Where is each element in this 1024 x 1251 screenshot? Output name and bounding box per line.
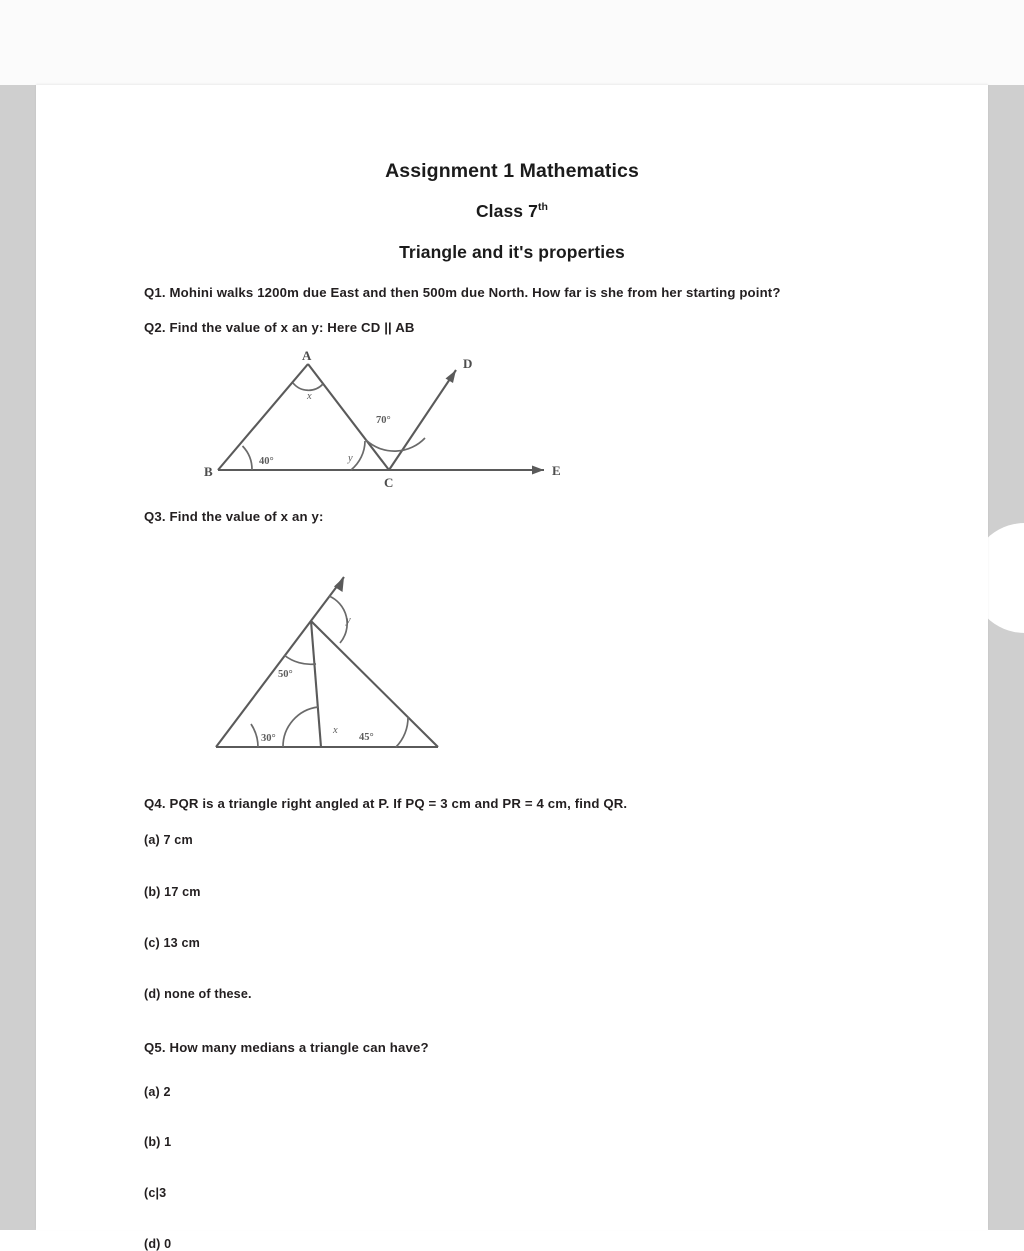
question-3: Q3. Find the value of x an y: [144, 509, 324, 524]
question-2: Q2. Find the value of x an y: Here CD || AB [144, 320, 415, 335]
class-heading-ordinal: th [537, 201, 549, 214]
question-5-option-b: (b) 1 [144, 1135, 172, 1149]
figure1-label-B: B [204, 464, 213, 479]
figure-q2 [166, 350, 586, 495]
question-4-option-c: (c) 13 cm [144, 936, 200, 950]
figure1-label-E: E [552, 463, 561, 478]
question-4: Q4. PQR is a triangle right angled at P. If PQ = 3 cm and PR = 4 cm, find QR. [144, 796, 628, 811]
figure1-label-D: D [463, 356, 473, 371]
figure2-angle-50: 50° [278, 669, 293, 680]
question-4-option-a: (a) 7 cm [144, 833, 193, 847]
class-heading [36, 201, 988, 222]
viewer-right-rail [988, 85, 1024, 1230]
figure2-angle-30: 30° [261, 733, 276, 744]
class-heading-text: Class 7 [475, 201, 538, 221]
figure1-label-A: A [302, 350, 312, 363]
figure1-unknown-x: x [307, 391, 312, 402]
figure1-unknown-y: y [348, 453, 353, 464]
figure1-label-C: C [384, 475, 394, 490]
question-5-option-a: (a) 2 [144, 1085, 171, 1099]
document-page [36, 85, 988, 1251]
question-4-option-b: (b) 17 cm [144, 885, 201, 899]
viewer-left-rail [0, 85, 36, 1230]
document-content [36, 85, 988, 1251]
question-5-option-d: (d) 0 [144, 1237, 172, 1251]
figure1-angle-40: 40° [259, 456, 274, 467]
figure2-unknown-y: y [346, 615, 351, 626]
figure2-unknown-x: x [333, 725, 338, 736]
figure2-angle-45: 45° [359, 732, 374, 743]
figure-q3 [166, 555, 466, 770]
figure1-angle-70: 70° [376, 415, 391, 426]
question-1: Q1. Mohini walks 1200m due East and then 500m due North. How far is she from her starting point? [144, 285, 781, 300]
page-title: Assignment 1 Mathematics [385, 160, 639, 182]
topic-heading: Triangle and it's properties [399, 242, 625, 262]
question-4-option-d: (d) none of these. [144, 987, 252, 1001]
question-5: Q5. How many medians a triangle can have? [144, 1040, 429, 1055]
question-5-option-c: (c|3 [144, 1186, 167, 1200]
